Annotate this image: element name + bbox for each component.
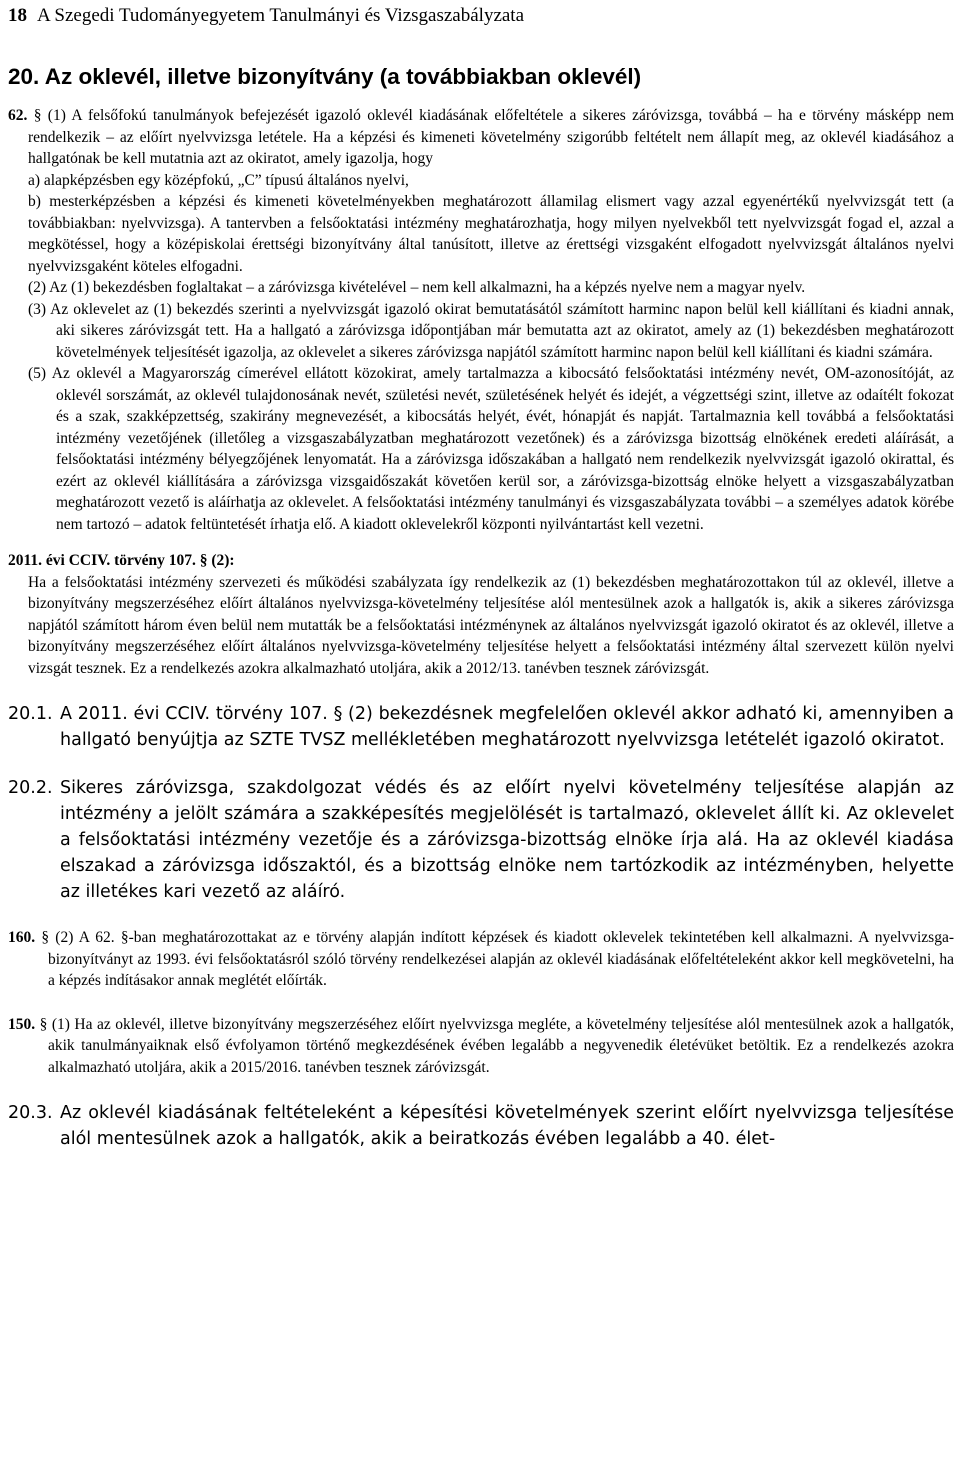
rule-number: 20.1. [8, 704, 53, 724]
rule-text: Az oklevél kiadásának feltételeként a képesítési követelmények szerint előírt nyelvvizsga teljesítése alól mentesülnek azok a hallgatók, akik a beiratkozás évében legalább a 40. élet- [60, 1103, 954, 1149]
paragraph-number: 160. [8, 929, 42, 946]
paragraph-text: § (1) Ha az oklevél, illetve bizonyítvány megszerzéséhez előírt nyelvvizsga megléte, a követelmény teljesítése alól mentesülnek azok a hallgatók, akik tanulmányaiknak első évfolyamon történő megkezdésének évében legalább a negyvenedik életévüket betöltik. Ez a rendelkezés azokra alkalmazható utoljára, akik a 2015/2016. tanévben tesznek záróvizsgát. [39, 1015, 955, 1076]
rule-20-3 [8, 1100, 954, 1152]
subsection-5: (5) Az oklevél a Magyarország címerével ellátott közokirat, amely tartalmazza a kibocsátó felsőoktatási intézmény nevét, OM-azonosítóját, az oklevél sorszámát, az oklevél tulajdonosának nevét, születési nevét, születésének helyét és idejét, a végzettségi szint, illetve az odaítélt fokozat és a szak, szakképzettség, szakirány megnevezését, a kibocsátás helyét, évét, hónapját és napját. Tartalmaznia kell továbbá a felsőoktatási intézmény vezetőjének (illetőleg a vizsgaszabályzatban meghatározott vezetőnek) és a záróvizsga bizottság elnökének eredeti aláírását, a felsőoktatási intézmény bélyegzőjének lenyomatát. Ha a záróvizsga időszakában a hallgató nem rendelkezik nyelvvizsgát igazoló okirattal, és ezért az oklevél kiállítására a záróvizsga vizsgaidőszakát követően kerül sor, a záróvizsga-bizottság elnöke helyett a vizsgaszabályzatban meghatározott vezető is aláírhatja az oklevelet. A felsőoktatási intézmény tanulmányi és vizsgaszabályzata további – a személyes adatok körébe nem tartozó – adatok feltüntetését írhatja elő. A kiadott oklevelekről központi nyilvántartást kell vezetni. [28, 365, 954, 533]
rule-number: 20.3. [8, 1103, 53, 1123]
paragraph-150 [8, 1014, 954, 1079]
rule-20-1 [8, 701, 954, 753]
section-title: 20. Az oklevél, illetve bizonyítvány (a továbbiakban oklevél) [8, 64, 642, 89]
paragraph-62 [8, 105, 954, 170]
running-title: A Szegedi Tudományegyetem Tanulmányi és Vizsgaszabályzata [37, 5, 525, 26]
rule-number: 20.2. [8, 778, 53, 798]
law-citation-text: Ha a felsőoktatási intézmény szervezeti és működési szabályzata így rendelkezik az (1) bekezdésben meghatározottakon túl az oklevél, illetve a bizonyítvány megszerzéséhez előírt általános nyelvvizsga-követelmény teljesítése alól mentesülnek azok a hallgatók is, akik a sikeres záróvizsga napjától számított három éven belül nem mutatták be a felsőoktatási intézménynek az általános nyelvvizsgát igazoló okiratot és az oklevél, illetve a bizonyítvány megszerzéséhez előírt általános nyelvvizsga-követelmény teljesítése helyett a felsőoktatási intézmény által szervezett külön nyelvi vizsgát tesznek. Ez a rendelkezés azokra alkalmazható utoljára, akik a 2012/13. tanévben tesznek záróvizsgát. [28, 573, 954, 677]
paragraph-number: 150. [8, 1015, 40, 1033]
paragraph-text: § (1) A felsőfokú tanulmányok befejezését igazoló oklevél kiadásának előfeltétele a sikeres záróvizsga, továbbá – ha e törvény másképp nem rendelkezik – az előírt nyelvvizsga letétele. Ha a képzési és kimeneti követelmény szigorúbb feltételt nem állapít meg, az oklevél kiadásához a hallgatónak be kell mutatnia azt az okiratot, amely igazolja, hogy [28, 107, 954, 167]
list-item-a: a) alapképzésben egy középfokú, „C” típusú általános nyelvi, [28, 171, 409, 189]
rule-20-2 [8, 775, 954, 905]
page-number: 18 [8, 5, 27, 26]
main-content [8, 105, 954, 1152]
rule-text: A 2011. évi CCIV. törvény 107. § (2) bekezdésnek megfelelően oklevél akkor adható ki, amennyiben a hallgató benyújtja az SZTE TVSZ mellékletében meghatározott nyelvvizsga letételét igazoló okiratot. [60, 704, 954, 750]
paragraph-text: § (2) A 62. §-ban meghatározottakat az e törvény alapján indított képzések és kiadott oklevelek tekintetében kell alkalmazni. A nyelvvizsga-bizonyítványt az 1993. évi felsőoktatásról szóló törvény rendelkezései alapján az oklevél kiadásának előfeltételeként akkor kell megkövetelni, ha a képzés indításakor annak meglétét előírták. [41, 929, 954, 989]
paragraph-number: 62. [8, 107, 34, 124]
subsection-2: (2) Az (1) bekezdésben foglaltakat – a záróvizsga kivételével – nem kell alkalmazni, ha a képzés nyelve nem a magyar nyelv. [28, 279, 806, 296]
rule-text: Sikeres záróvizsga, szakdolgozat védés és az előírt nyelvi követelmény teljesítése alapján az intézmény a jelölt számára a szakképesítés megjelölését is tartalmazó, oklevelet állít ki. Az oklevelet a felsőoktatási intézmény vezetője és a záróvizsga-bizottság elnöke írja alá. Ha az oklevél kiadása elszakad a záróvizsga időszaktól, és a bizottság elnöke nem tartózkodik az intézményben, helyette az illetékes kari vezető az aláíró. [60, 778, 954, 902]
law-citation-heading: 2011. évi CCIV. törvény 107. § (2): [8, 552, 235, 569]
paragraph-160 [8, 927, 954, 992]
list-item-b: b) mesterképzésben a képzési és kimeneti követelményekben meghatározott államilag elismert vagy azzal egyenértékű nyelvvizsgát tett (a továbbiakban: nyelvvizsga). A tantervben a felsőoktatási intézmény meghatározhatja, hogy milyen nyelvekből tett nyelvvizsgát fogad el, azzal a megkötéssel, hogy a középiskolai érettségi bizonyítvány által tanúsított, illetve az érettségi vizsgaként elfogadott nyelvvizsgát általános nyelvi nyelvvizsgaként köteles elfogadni. [28, 193, 954, 275]
subsection-3: (3) Az oklevelet az (1) bekezdés szerinti a nyelvvizsgát igazoló okirat bemutatásától számított harminc napon belül kell kiállítani és kiadni annak, aki sikeres záróvizsgát tett. Ha a hallgató a záróvizsga időpontjában már bemutatta azt az okiratot, amely az (1) bekezdésben meghatározott követelmények teljesítését igazolja, az oklevelet a sikeres záróvizsga napjától számított harminc napon belül kell kiállítani és kiadni számára. [28, 300, 954, 361]
running-header [8, 4, 524, 28]
